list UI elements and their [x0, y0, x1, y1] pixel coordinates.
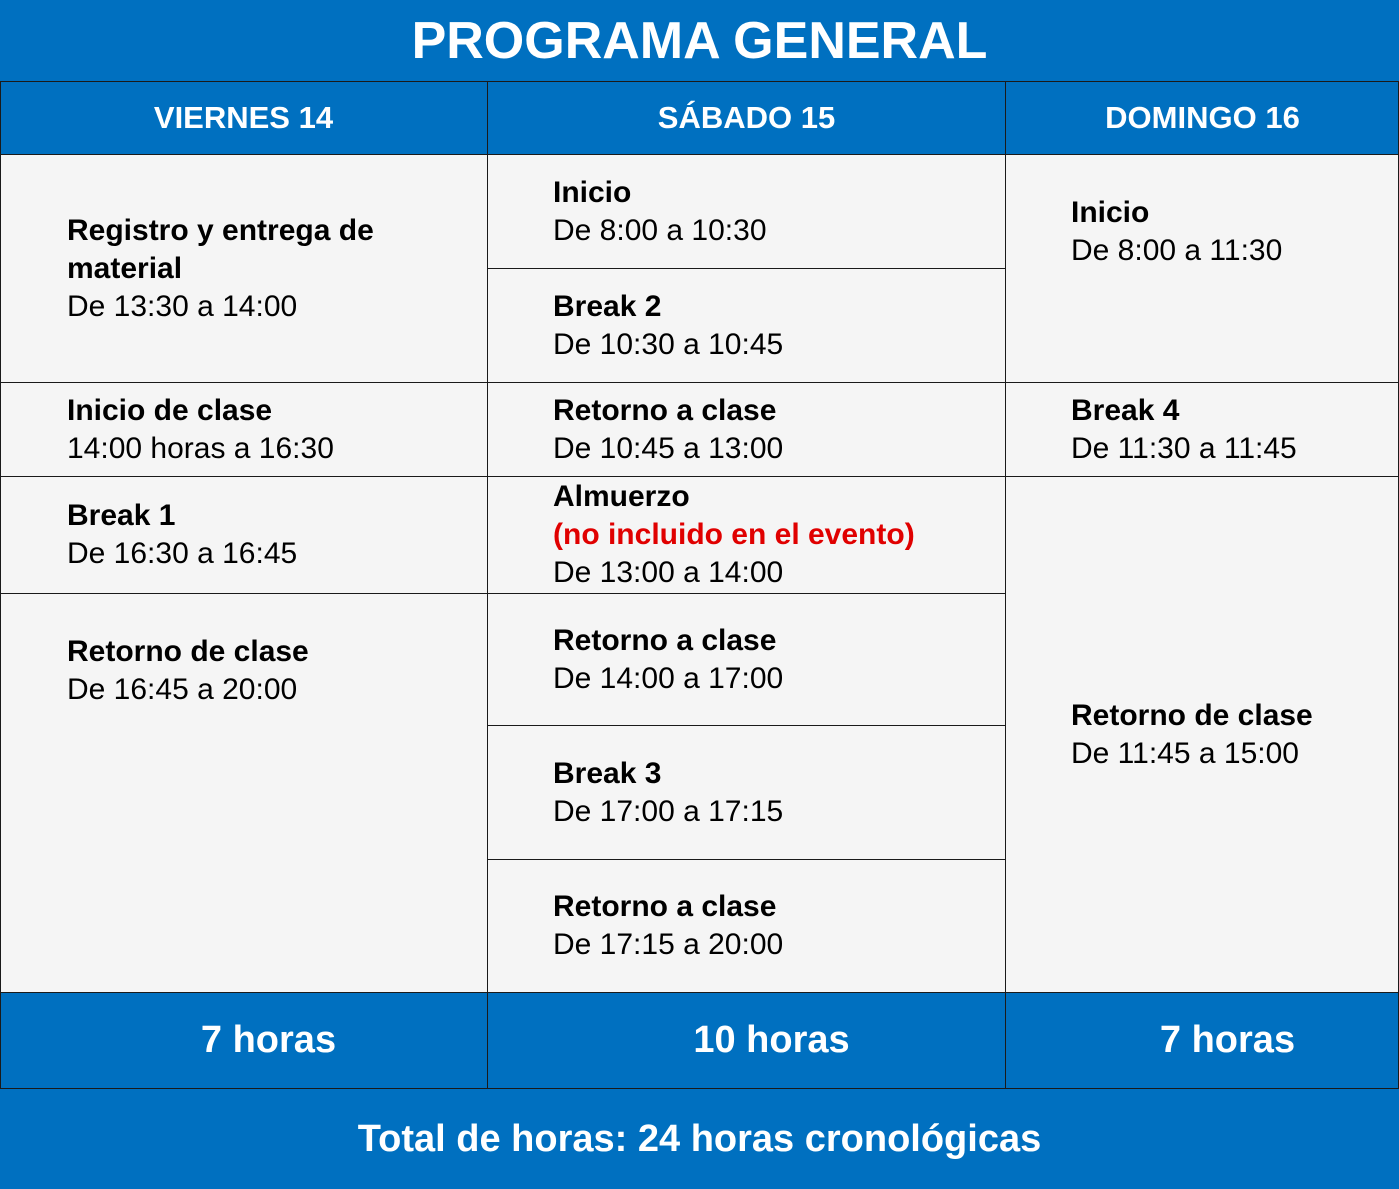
domingo-slot-inicio	[1071, 194, 1391, 270]
divider	[0, 81, 1, 1088]
divider	[488, 859, 1005, 860]
slot-time: De 17:15 a 20:00	[553, 928, 784, 961]
total-sabado: 10 horas	[488, 993, 1005, 1088]
divider	[0, 1088, 1399, 1089]
divider	[0, 992, 1399, 993]
slot-time: De 13:00 a 14:00	[553, 556, 784, 589]
divider	[488, 268, 1005, 269]
slot-title: Break 4	[1071, 394, 1180, 427]
sabado-slot-break-2	[553, 288, 993, 364]
slot-title: Registro y entrega de material	[67, 214, 374, 285]
slot-time: De 11:30 a 11:45	[1071, 432, 1297, 465]
slot-title: Break 2	[553, 290, 662, 323]
slot-time: De 13:30 a 14:00	[67, 290, 298, 323]
page-title: PROGRAMA GENERAL	[0, 0, 1399, 81]
slot-time: De 14:00 a 17:00	[553, 662, 784, 695]
slot-note: (no incluido en el evento)	[553, 518, 915, 551]
divider	[0, 81, 1399, 82]
slot-time: De 16:30 a 16:45	[67, 537, 298, 570]
slot-title: Retorno a clase	[553, 890, 777, 923]
slot-title: Retorno a clase	[553, 624, 777, 657]
slot-title: Break 3	[553, 757, 662, 790]
slot-title: Retorno de clase	[1071, 699, 1313, 732]
slot-title: Inicio	[553, 176, 632, 209]
sabado-slot-retorno-3	[553, 888, 993, 964]
slot-time: De 11:45 a 15:00	[1071, 737, 1299, 770]
divider	[0, 476, 1399, 477]
sabado-slot-break-3	[553, 755, 993, 831]
slot-title: Inicio	[1071, 196, 1150, 229]
divider	[1005, 81, 1006, 1088]
slot-time: De 17:00 a 17:15	[553, 795, 784, 828]
sabado-slot-almuerzo	[553, 478, 993, 592]
slot-title: Retorno a clase	[553, 394, 777, 427]
sabado-slot-retorno-2	[553, 622, 993, 698]
domingo-slot-break-4	[1071, 392, 1391, 468]
divider	[0, 382, 1399, 383]
divider	[487, 81, 488, 1088]
divider	[0, 154, 1399, 155]
sabado-slot-inicio	[553, 174, 993, 250]
domingo-slot-retorno	[1071, 697, 1391, 773]
viernes-slot-inicio-clase	[67, 392, 467, 468]
slot-time: De 10:30 a 10:45	[553, 328, 784, 361]
day-header-sabado: SÁBADO 15	[488, 82, 1005, 154]
sabado-slot-retorno-1	[553, 392, 993, 468]
viernes-slot-registro	[67, 212, 467, 326]
slot-time: De 10:45 a 13:00	[553, 432, 784, 465]
viernes-slot-retorno	[67, 633, 467, 709]
slot-time: 14:00 horas a 16:30	[67, 432, 334, 465]
slot-title: Retorno de clase	[67, 635, 309, 668]
slot-title: Almuerzo	[553, 480, 690, 513]
divider	[0, 593, 1005, 594]
divider	[488, 725, 1005, 726]
total-domingo: 7 horas	[1006, 993, 1399, 1088]
slot-time: De 8:00 a 10:30	[553, 214, 767, 247]
slot-time: De 8:00 a 11:30	[1071, 234, 1283, 267]
slot-title: Inicio de clase	[67, 394, 273, 427]
viernes-slot-break-1	[67, 497, 467, 573]
slot-title: Break 1	[67, 499, 176, 532]
day-header-viernes: VIERNES 14	[0, 82, 487, 154]
slot-time: De 16:45 a 20:00	[67, 673, 298, 706]
grand-total: Total de horas: 24 horas cronológicas	[0, 1089, 1399, 1189]
day-header-domingo: DOMINGO 16	[1006, 82, 1399, 154]
total-viernes: 7 horas	[0, 993, 487, 1088]
